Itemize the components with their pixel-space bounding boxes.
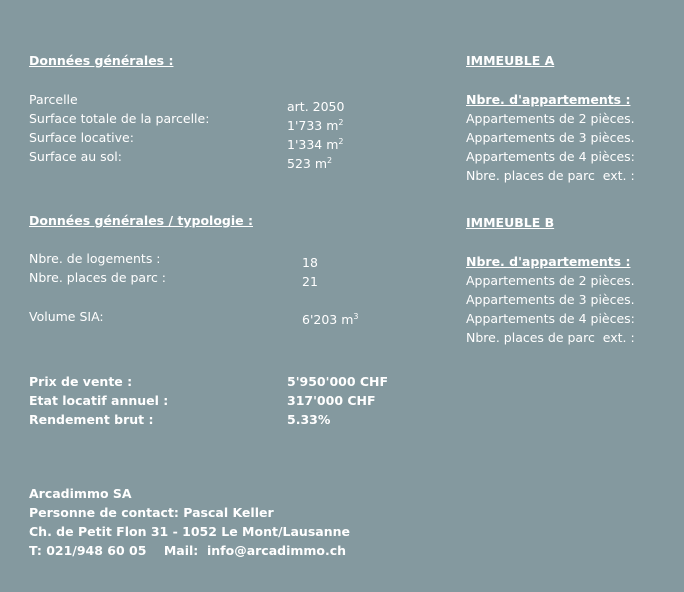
value-surface-sol: 523 $m^2$ [287,155,333,171]
value-surface-locative: 1'334 $m^2$ [287,136,344,152]
typology-labels [29,249,166,287]
value-etat-locatif: 317'000 CHF [287,393,376,408]
general-values [287,97,344,173]
building-a-item: Appartements de 2 pièces. [466,111,635,126]
contact-person: Personne de contact: Pascal Keller [29,505,274,520]
building-a-item: Appartements de 3 pièces. [466,130,635,145]
label-volume-sia: Volume SIA: [29,309,104,324]
building-b-heading: IMMEUBLE B [466,215,555,230]
label-surface-totale: Surface totale de la parcelle: [29,111,210,126]
value-rendement: 5.33% [287,412,331,427]
building-a-item: Nbre. places de parc ext. : [466,168,635,183]
general-heading: Données générales : [29,53,174,68]
value-surface-totale: 1'733 $m^2$ [287,117,344,133]
typology-values [302,253,318,291]
value-volume-sia: 6'203 $m^3$ [302,311,359,327]
sale-labels [29,372,168,429]
contact-address: Ch. de Petit Flon 31 - 1052 Le Mont/Lausanne [29,524,350,539]
building-b-item: Appartements de 3 pièces. [466,292,635,307]
label-prix-vente: Prix de vente : [29,374,133,389]
general-labels [29,90,209,166]
label-etat-locatif: Etat locatif annuel : [29,393,169,408]
building-b-item: Appartements de 2 pièces. [466,273,635,288]
label-rendement: Rendement brut : [29,412,154,427]
contact-block [29,484,350,560]
building-b-item: Appartements de 4 pièces: [466,311,635,326]
value-prix-vente: 5'950'000 CHF [287,374,389,389]
sale-values [287,372,388,429]
building-a-item: Appartements de 4 pièces: [466,149,635,164]
building-b-list [466,252,635,347]
label-logements: Nbre. de logements : [29,251,161,266]
typology-heading: Données générales / typologie : [29,213,253,228]
label-parcelle: Parcelle [29,92,78,107]
value-logements: 18 [302,255,318,270]
building-a-list [466,90,635,185]
value-parcelle: art. 2050 [287,99,345,114]
label-surface-sol: Surface au sol: [29,149,122,164]
contact-phone-mail: T: 021/948 60 05 Mail: info@arcadimmo.ch [29,543,347,558]
label-surface-locative: Surface locative: [29,130,134,145]
value-places-parc: 21 [302,274,318,289]
building-a-heading: IMMEUBLE A [466,53,555,68]
contact-company: Arcadimmo SA [29,486,132,501]
label-places-parc: Nbre. places de parc : [29,270,167,285]
building-b-subheading: Nbre. d'appartements : [466,254,631,269]
building-b-item: Nbre. places de parc ext. : [466,330,635,345]
building-a-subheading: Nbre. d'appartements : [466,92,631,107]
